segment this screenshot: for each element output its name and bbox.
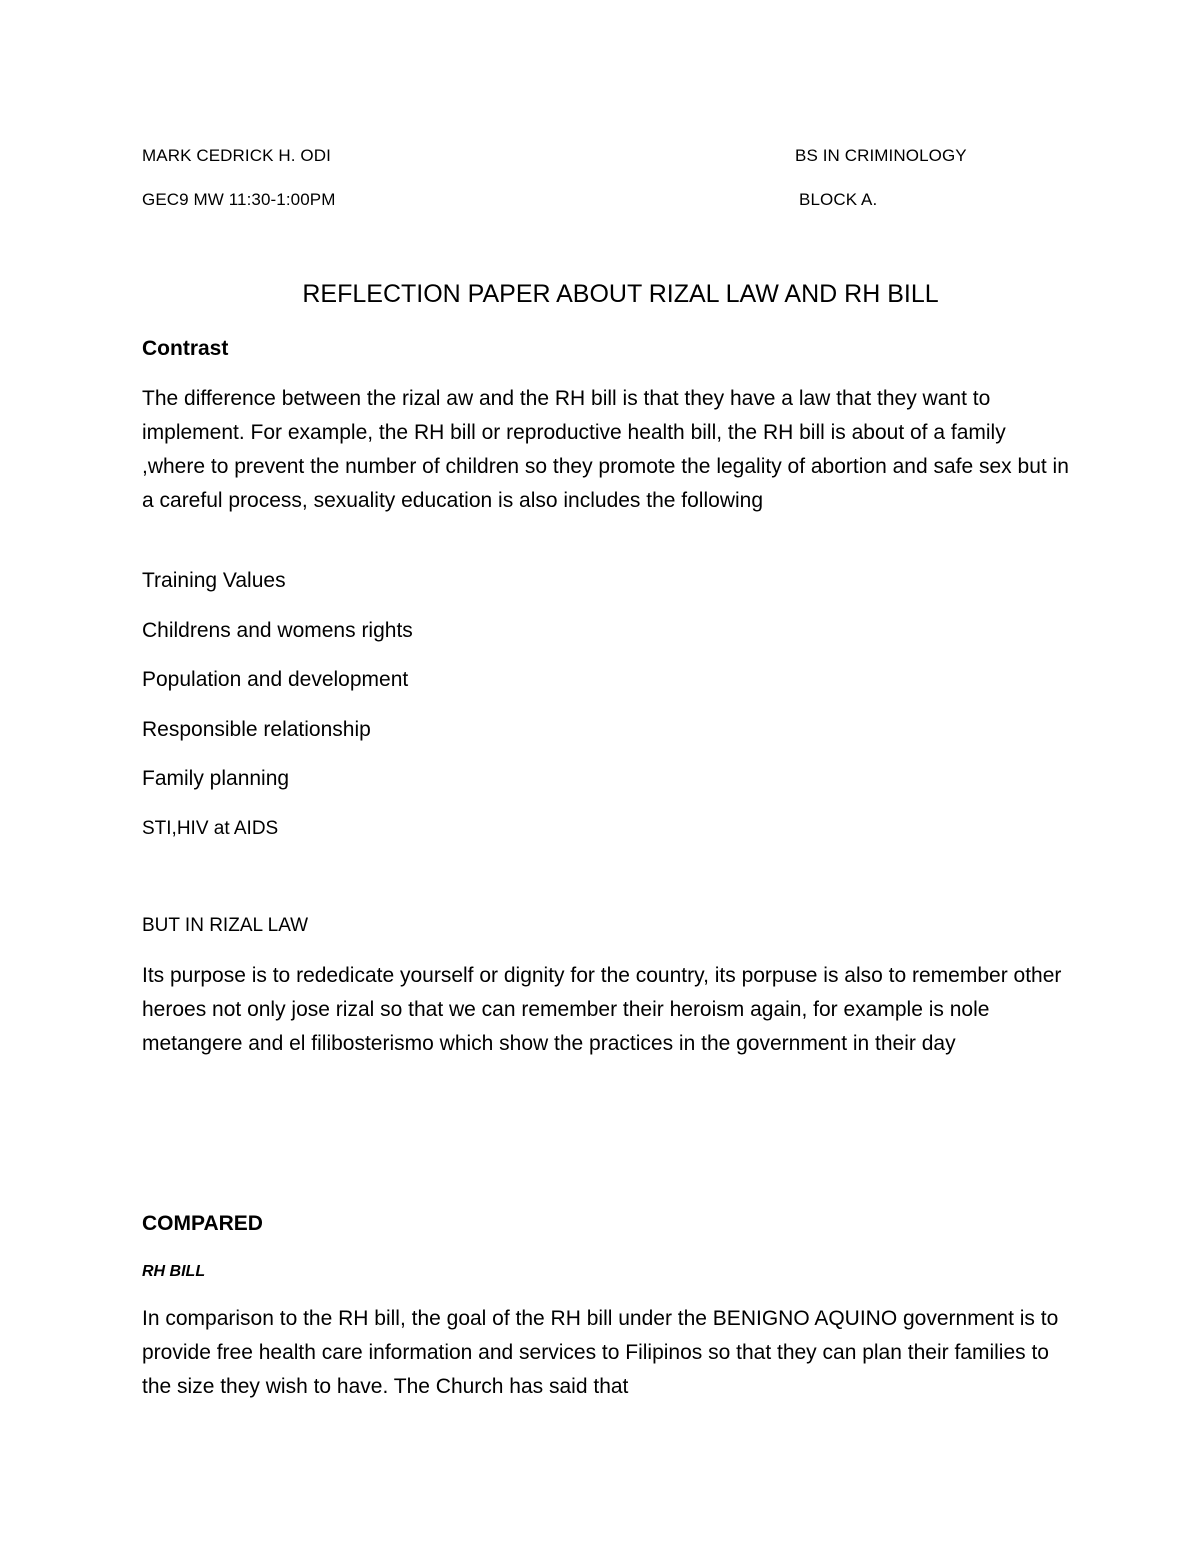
author-name: MARK CEDRICK H. ODI xyxy=(142,146,331,165)
compared-paragraph: In comparison to the RH bill, the goal of the RH bill under the BENIGNO AQUINO government is to provide free health care information and services to Filipinos so that they can plan their families to the size they wish to have. The Church has said that xyxy=(142,1307,1059,1398)
class-schedule: GEC9 MW 11:30-1:00PM xyxy=(142,190,336,209)
rizal-law-heading: BUT IN RIZAL LAW xyxy=(142,915,309,936)
list-item: Responsible relationship xyxy=(142,718,371,741)
course-name: BS IN CRIMINOLOGY xyxy=(795,146,967,165)
contrast-paragraph: The difference between the rizal aw and the RH bill is that they have a law that they want to implement. For example, the RH bill or reproductive health bill, the RH bill is about of a family ,where to prevent the number of children so they promote the legality of abortion and safe sex but in a careful process, sexuality education is also includes the following xyxy=(142,387,1069,512)
compared-heading: COMPARED xyxy=(142,1212,263,1235)
list-item: Training Values xyxy=(142,569,286,592)
block-label: BLOCK A. xyxy=(799,190,878,209)
contrast-heading: Contrast xyxy=(142,337,229,360)
document-title: REFLECTION PAPER ABOUT RIZAL LAW AND RH BILL xyxy=(302,280,939,308)
list-item: STI,HIV at AIDS xyxy=(142,818,279,839)
rh-bill-subheading: RH BILL xyxy=(142,1263,206,1280)
rizal-law-paragraph: Its purpose is to rededicate yourself or dignity for the country, its porpuse is also to remember other heroes not only jose rizal so that we can remember their heroism again, for example is nole metangere and el filibosterismo which show the practices in the government in their day xyxy=(142,964,1062,1055)
list-item: Family planning xyxy=(142,767,290,790)
list-item: Population and development xyxy=(142,668,409,691)
list-item: Childrens and womens rights xyxy=(142,619,413,642)
